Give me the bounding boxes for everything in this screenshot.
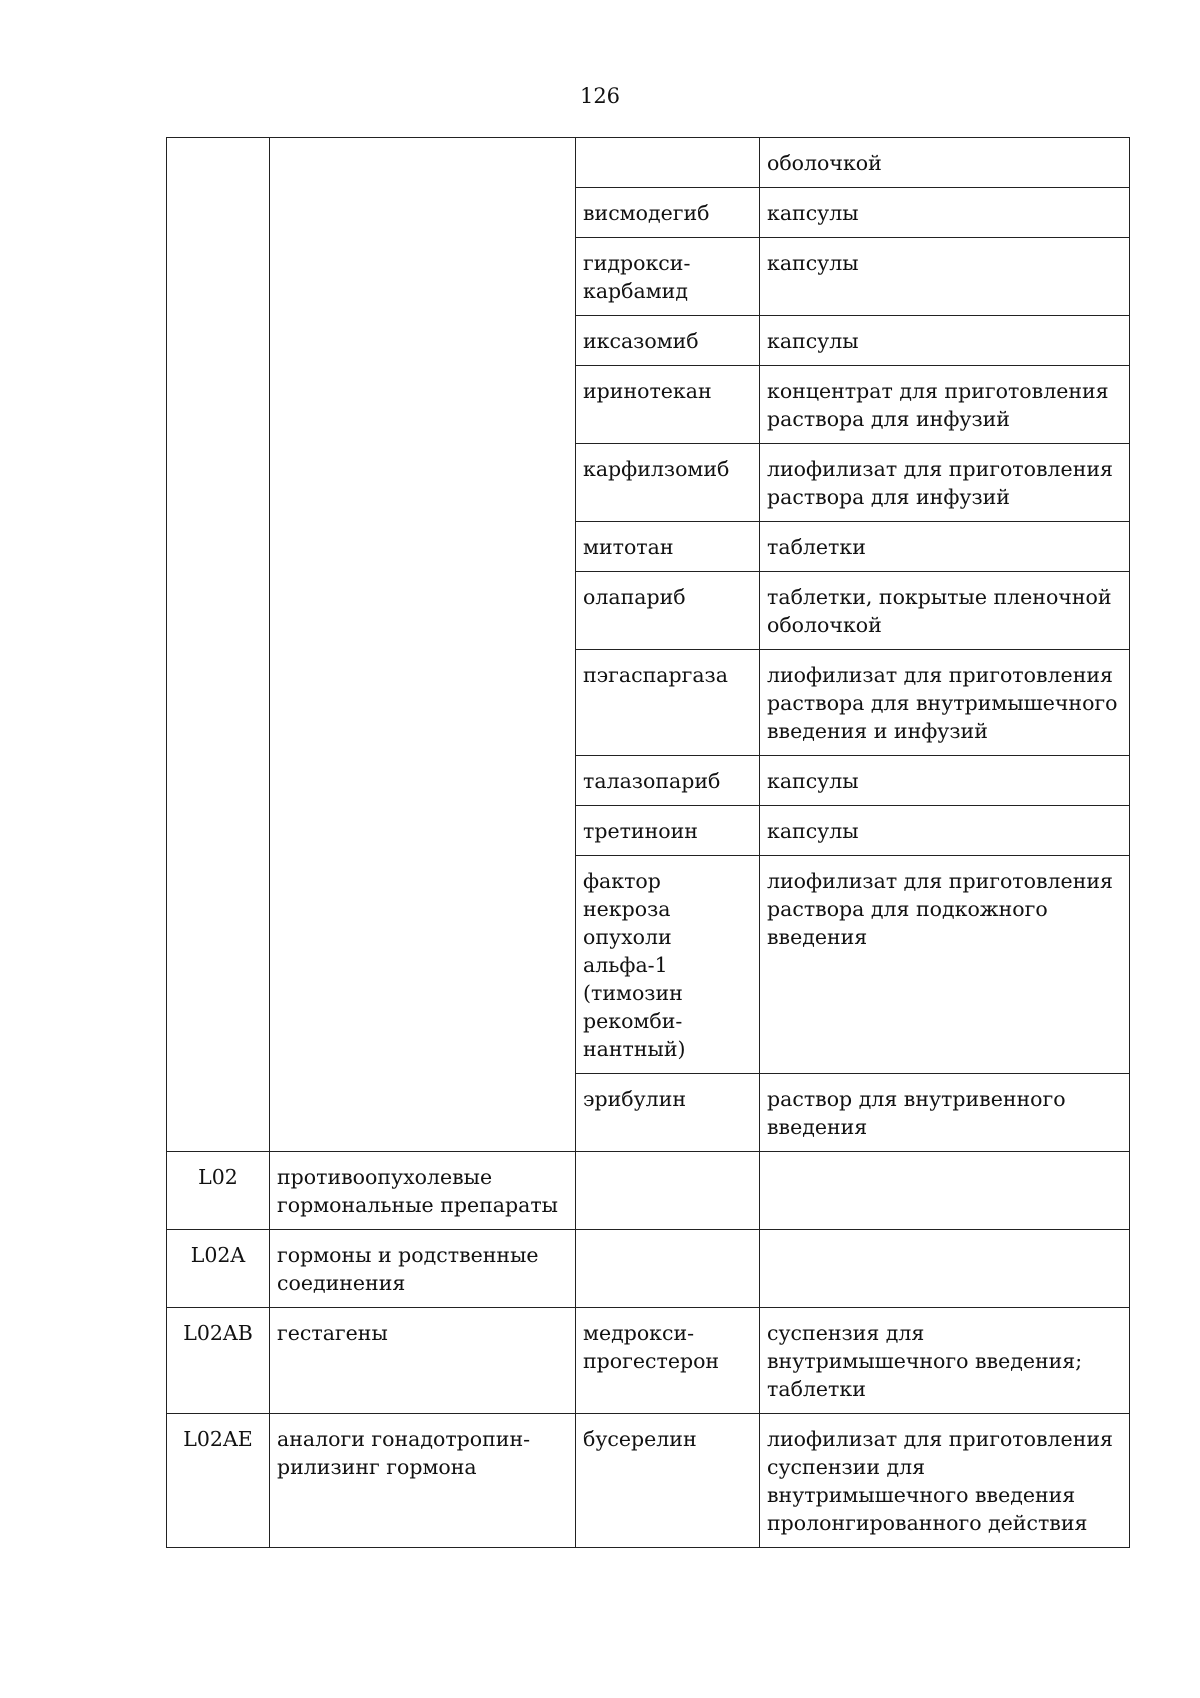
form-cell: капсулы [760,238,1130,316]
substance-cell: талазопариб [576,756,760,806]
table-row [167,1230,1130,1308]
substance-cell: карфилзомиб [576,444,760,522]
substance-cell [576,1152,760,1230]
form-cell: лиофилизат для приготовления раствора для внутримышечного введения и инфузий [760,650,1130,756]
substance-cell: иксазомиб [576,316,760,366]
substance-cell: иринотекан [576,366,760,444]
substance-cell: третиноин [576,806,760,856]
group-cell-empty [270,138,576,1152]
table-row [167,1152,1130,1230]
substance-cell [576,138,760,188]
form-cell: таблетки [760,522,1130,572]
table-row [167,138,1130,188]
drug-table [166,137,1130,1548]
form-cell: лиофилизат для приготовления раствора для инфузий [760,444,1130,522]
group-cell: аналоги гонадотропин- рилизинг гормона [270,1414,576,1548]
substance-cell: бусерелин [576,1414,760,1548]
atc-code-cell: L02AB [167,1308,270,1414]
code-cell-empty [167,138,270,1152]
atc-code-cell: L02 [167,1152,270,1230]
form-cell: суспензия для внутримышечного введения; таблетки [760,1308,1130,1414]
substance-cell: гидрокси- карбамид [576,238,760,316]
substance-cell: медрокси- прогестерон [576,1308,760,1414]
group-cell: гормоны и родственные соединения [270,1230,576,1308]
group-cell: гестагены [270,1308,576,1414]
substance-cell: пэгаспаргаза [576,650,760,756]
substance-cell: эрибулин [576,1074,760,1152]
form-cell: раствор для внутривенного введения [760,1074,1130,1152]
form-cell: капсулы [760,316,1130,366]
substance-cell [576,1230,760,1308]
form-cell: капсулы [760,806,1130,856]
form-cell: лиофилизат для приготовления раствора для подкожного введения [760,856,1130,1074]
form-cell: оболочкой [760,138,1130,188]
substance-cell: митотан [576,522,760,572]
table-row [167,1414,1130,1548]
group-cell: противоопухолевые гормональные препараты [270,1152,576,1230]
atc-code-cell: L02AE [167,1414,270,1548]
substance-cell: висмодегиб [576,188,760,238]
form-cell: таблетки, покрытые пленочной оболочкой [760,572,1130,650]
form-cell: концентрат для приготовления раствора для инфузий [760,366,1130,444]
substance-cell: олапариб [576,572,760,650]
form-cell [760,1152,1130,1230]
page-number: 126 [579,84,621,108]
form-cell: капсулы [760,756,1130,806]
form-cell: лиофилизат для приготовления суспензии для внутримышечного введения пролонгированного действия [760,1414,1130,1548]
substance-cell: фактор некроза опухоли альфа-1 (тимозин рекомби- нантный) [576,856,760,1074]
form-cell: капсулы [760,188,1130,238]
atc-code-cell: L02A [167,1230,270,1308]
table-row [167,1308,1130,1414]
form-cell [760,1230,1130,1308]
